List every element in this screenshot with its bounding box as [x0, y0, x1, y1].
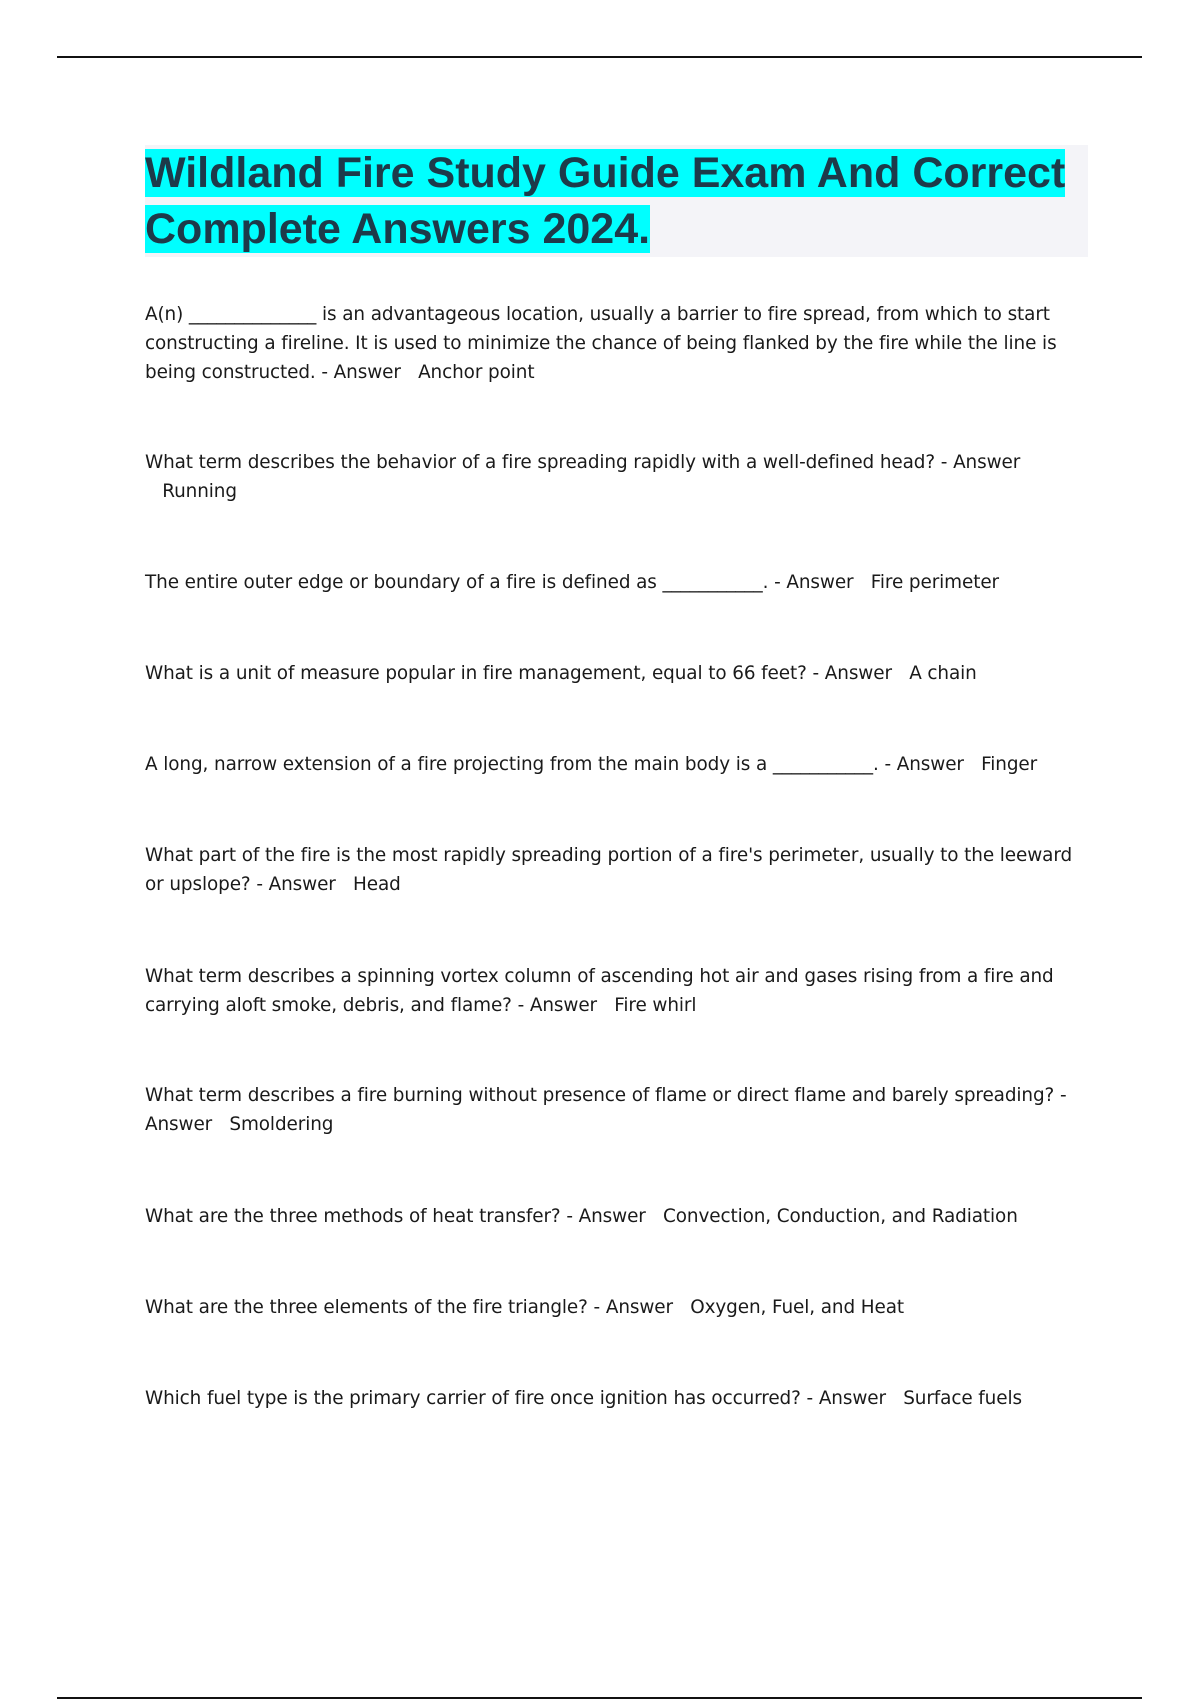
- qa-item: [145, 1081, 1090, 1139]
- question-text: The entire outer edge or boundary of a fire is defined as ___________. - Answer: [145, 572, 854, 593]
- question-text: What are the three elements of the fire triangle? - Answer: [145, 1297, 673, 1318]
- qa-item: [145, 1202, 1090, 1231]
- answer-text: Finger: [981, 754, 1038, 775]
- question-text: What term describes the behavior of a fire spreading rapidly with a well-defined head? - Answer: [145, 452, 1021, 473]
- answer-text: Fire perimeter: [870, 572, 999, 593]
- question-text: What part of the fire is the most rapidly spreading portion of a fire's perimeter, usually to the leeward or upslope? - Answer: [145, 845, 1073, 895]
- answer-text: Oxygen, Fuel, and Heat: [690, 1297, 905, 1318]
- question-text: What is a unit of measure popular in fire management, equal to 66 feet? - Answer: [145, 663, 892, 684]
- answer-text: Surface fuels: [903, 1388, 1022, 1409]
- qa-item: [145, 300, 1090, 387]
- answer-text: Running: [162, 481, 237, 502]
- qa-item: [145, 1384, 1090, 1413]
- question-text: What term describes a spinning vortex column of ascending hot air and gases rising from a fire and carrying aloft smoke, debris, and flame? - Answer: [145, 966, 1054, 1016]
- qa-item: [145, 962, 1090, 1020]
- qa-item: [145, 1293, 1090, 1322]
- document-title: [145, 145, 1088, 257]
- qa-item: [145, 568, 1090, 597]
- question-text: What are the three methods of heat transfer? - Answer: [145, 1206, 646, 1227]
- bottom-rule: [57, 1697, 1142, 1699]
- question-text: Which fuel type is the primary carrier of fire once ignition has occurred? - Answer: [145, 1388, 886, 1409]
- title-highlight: Wildland Fire Study Guide Exam And Correct Complete Answers 2024.: [145, 149, 1066, 253]
- question-text: A long, narrow extension of a fire projecting from the main body is a ___________. - Answer: [145, 754, 964, 775]
- qa-item: [145, 841, 1090, 899]
- question-text: A(n) ______________ is an advantageous location, usually a barrier to fire spread, from which to start constructing a fireline. It is used to minimize the chance of being flanked by the fire while the line is being constructed. - Answer: [145, 304, 1057, 383]
- answer-text: Smoldering: [229, 1114, 334, 1135]
- title-block: [145, 145, 1088, 257]
- answer-text: Fire whirl: [614, 995, 697, 1016]
- qa-item: [145, 448, 1090, 506]
- question-text: What term describes a fire burning without presence of flame or direct flame and barely spreading? - Answer: [145, 1085, 1067, 1135]
- qa-item: [145, 750, 1090, 779]
- qa-item: [145, 659, 1090, 688]
- answer-text: A chain: [909, 663, 977, 684]
- top-rule: [57, 56, 1142, 58]
- answer-text: Head: [353, 874, 401, 895]
- answer-text: Anchor point: [418, 362, 535, 383]
- answer-text: Convection, Conduction, and Radiation: [663, 1206, 1018, 1227]
